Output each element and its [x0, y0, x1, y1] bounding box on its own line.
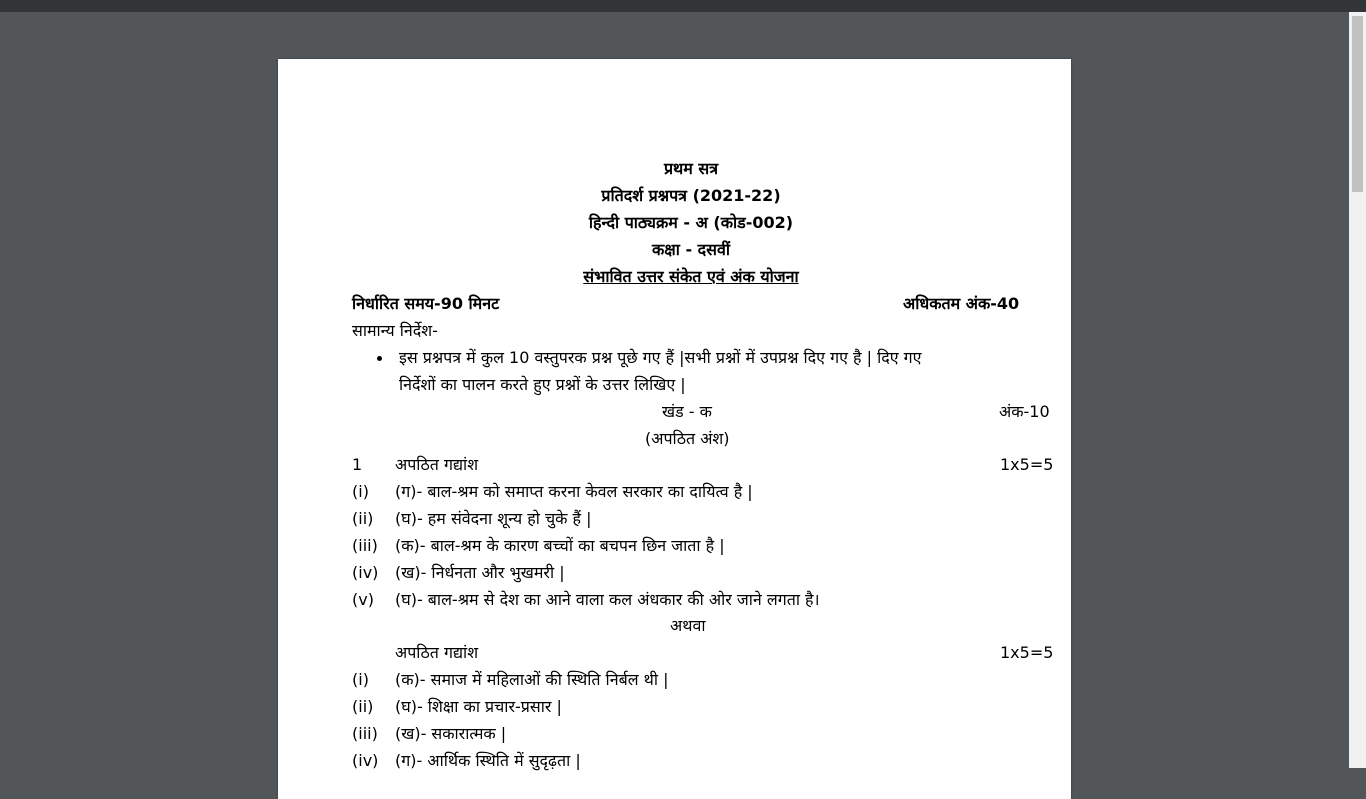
section-subtitle: (अपठित अंश) [645, 429, 730, 448]
header-line-4: कक्षा - दसवीं [651, 240, 731, 259]
answer-number: (v) [352, 590, 374, 609]
alt-answer-text: (ख)- सकारात्मक | [395, 724, 507, 743]
pdf-page [278, 59, 1071, 799]
header-line-2: प्रतिदर्श प्रश्नपत्र (2021-22) [601, 186, 781, 205]
alt-question-marks: 1x5=5 [1000, 643, 1054, 662]
header-line-3: हिन्दी पाठ्यक्रम - अ (कोड-002) [588, 213, 794, 232]
alt-question-title: अपठित गद्यांश [395, 643, 479, 662]
answer-number: (ii) [352, 509, 374, 528]
instruction-line-1: इस प्रश्नपत्र में कुल 10 वस्तुपरक प्रश्न पूछे गए हैं |सभी प्रश्नों में उपप्रश्न दिए गए है | दिए गए [399, 348, 922, 367]
bullet-icon [377, 356, 382, 361]
or-label: अथवा [670, 616, 706, 635]
scrollbar-thumb[interactable] [1352, 16, 1363, 192]
answer-text: (घ)- हम संवेदना शून्य हो चुके हैं | [395, 509, 592, 528]
alt-answer-number: (ii) [352, 697, 374, 716]
max-marks-label: अधिकतम अंक-40 [903, 294, 1020, 313]
question-number: 1 [352, 455, 363, 474]
question-title: अपठित गद्यांश [395, 455, 479, 474]
instructions-heading: सामान्य निर्देश- [352, 321, 438, 340]
alt-answer-text: (क)- समाज में महिलाओं की स्थिति निर्बल थी | [395, 670, 669, 689]
answer-text: (ग)- बाल-श्रम को समाप्त करना केवल सरकार का दायित्व है | [395, 482, 753, 501]
section-title: खंड - क [662, 402, 712, 421]
alt-answer-number: (iii) [352, 724, 378, 743]
answer-text: (ख)- निर्धनता और भुखमरी | [395, 563, 565, 582]
answer-text: (क)- बाल-श्रम के कारण बच्चों का बचपन छिन जाता है | [395, 536, 725, 555]
instruction-line-2: निर्देशों का पालन करते हुए प्रश्नों के उत्तर लिखिए | [399, 375, 686, 394]
vertical-scrollbar[interactable] [1349, 12, 1366, 768]
viewer-toolbar [0, 0, 1366, 12]
answer-number: (i) [352, 482, 369, 501]
section-marks: अंक-10 [999, 402, 1050, 421]
answer-number: (iv) [352, 563, 379, 582]
header-line-1: प्रथम सत्र [663, 159, 719, 178]
time-label: निर्धारित समय-90 मिनट [352, 294, 500, 313]
question-marks: 1x5=5 [1000, 455, 1054, 474]
alt-answer-text: (घ)- शिक्षा का प्रचार-प्रसार | [395, 697, 562, 716]
header-line-5: संभावित उत्तर संकेत एवं अंक योजना [583, 267, 799, 286]
answer-text: (घ)- बाल-श्रम से देश का आने वाला कल अंधकार की ओर जाने लगता है। [395, 590, 820, 609]
alt-answer-number: (iv) [352, 751, 379, 770]
alt-answer-number: (i) [352, 670, 369, 689]
answer-number: (iii) [352, 536, 378, 555]
alt-answer-text: (ग)- आर्थिक स्थिति में सुदृढ़ता | [395, 751, 581, 770]
